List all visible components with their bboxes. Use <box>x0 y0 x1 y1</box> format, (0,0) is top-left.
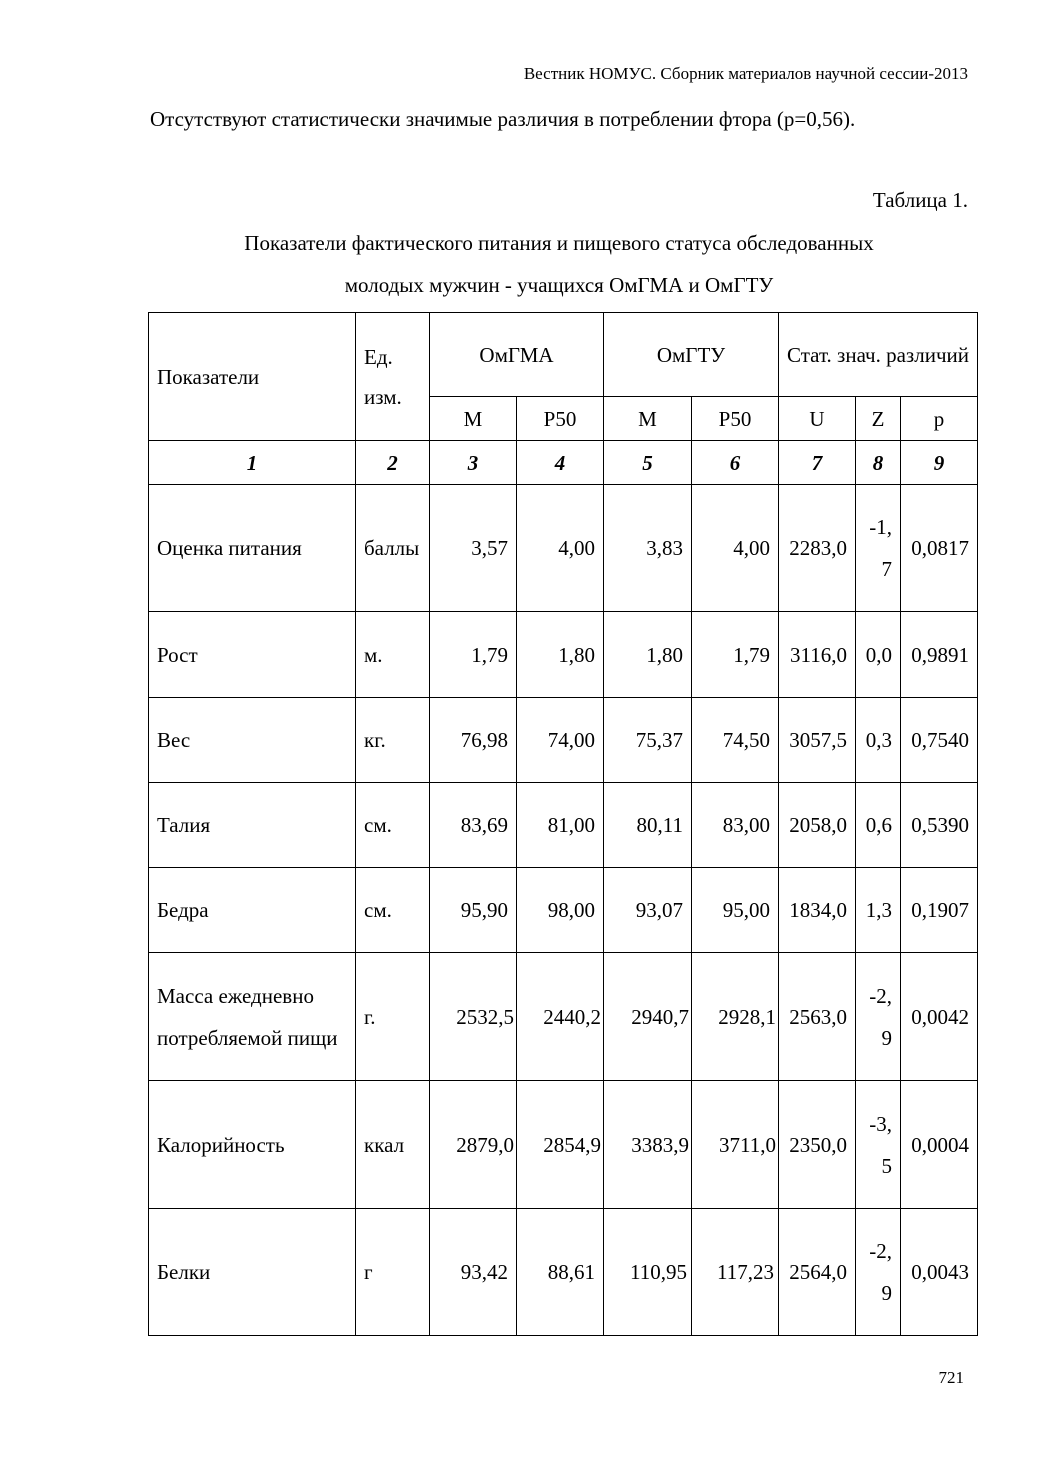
table-row <box>149 1209 978 1336</box>
row-u: 2563,0 <box>779 953 856 1081</box>
body-paragraph: Отсутствуют статистически значимые различия в потреблении фтора (р=0,56). <box>150 107 856 131</box>
row-p: 0,0043 <box>901 1209 978 1336</box>
subheader-cell: M <box>604 397 692 441</box>
row-unit: м. <box>356 612 430 698</box>
table-row <box>149 698 978 783</box>
row-p50-omgtu: 2928,1 <box>692 953 779 1081</box>
row-m-omgtu: 93,07 <box>604 868 692 953</box>
row-z: 0,0 <box>856 612 901 698</box>
header-stat: Стат. знач. различий <box>779 313 978 397</box>
row-unit: г <box>356 1209 430 1336</box>
table-row <box>149 485 978 612</box>
column-number: 5 <box>604 441 692 485</box>
row-indicator: Вес <box>149 698 356 783</box>
row-m-omgtu: 80,11 <box>604 783 692 868</box>
row-unit: ккал <box>356 1081 430 1209</box>
caption-line-2: молодых мужчин - учащихся ОмГМА и ОмГТУ <box>344 273 774 297</box>
header-unit: Ед. изм. <box>356 313 430 441</box>
row-u: 3057,5 <box>779 698 856 783</box>
row-indicator: Калорийность <box>149 1081 356 1209</box>
column-number: 7 <box>779 441 856 485</box>
row-p50-omgtu: 117,23 <box>692 1209 779 1336</box>
column-number: 2 <box>356 441 430 485</box>
header-indicator: Показатели <box>149 313 356 441</box>
row-indicator: Рост <box>149 612 356 698</box>
row-p50-omgtu: 4,00 <box>692 485 779 612</box>
row-z: -2,9 <box>856 953 901 1081</box>
row-p50-omgma: 1,80 <box>517 612 604 698</box>
table-row <box>149 868 978 953</box>
row-z: 0,3 <box>856 698 901 783</box>
row-p50-omgma: 81,00 <box>517 783 604 868</box>
row-p50-omgma: 74,00 <box>517 698 604 783</box>
column-number: 9 <box>901 441 978 485</box>
row-p50-omgma: 4,00 <box>517 485 604 612</box>
subheader-cell: P50 <box>517 397 604 441</box>
row-m-omgma: 95,90 <box>430 868 517 953</box>
row-indicator: Бедра <box>149 868 356 953</box>
row-m-omgtu: 110,95 <box>604 1209 692 1336</box>
column-number: 3 <box>430 441 517 485</box>
table-row <box>149 1081 978 1209</box>
row-indicator: Оценка питания <box>149 485 356 612</box>
row-p50-omgtu: 74,50 <box>692 698 779 783</box>
row-p: 0,0004 <box>901 1081 978 1209</box>
column-number: 1 <box>149 441 356 485</box>
page-number: 721 <box>938 1368 964 1387</box>
table-row <box>149 783 978 868</box>
row-m-omgma: 83,69 <box>430 783 517 868</box>
row-u: 2058,0 <box>779 783 856 868</box>
table-label: Таблица 1. <box>872 188 968 212</box>
row-z: 1,3 <box>856 868 901 953</box>
row-u: 2350,0 <box>779 1081 856 1209</box>
table-row <box>149 953 978 1081</box>
row-m-omgtu: 2940,7 <box>604 953 692 1081</box>
row-p50-omgma: 98,00 <box>517 868 604 953</box>
row-unit: см. <box>356 783 430 868</box>
row-indicator: Белки <box>149 1209 356 1336</box>
column-number: 6 <box>692 441 779 485</box>
column-number-row <box>149 441 978 485</box>
row-m-omgma: 76,98 <box>430 698 517 783</box>
row-p: 0,0042 <box>901 953 978 1081</box>
nutrition-table <box>148 312 978 1336</box>
table-caption <box>150 222 968 306</box>
subheader-cell: p <box>901 397 978 441</box>
row-p50-omgtu: 95,00 <box>692 868 779 953</box>
row-p50-omgma: 88,61 <box>517 1209 604 1336</box>
row-unit: см. <box>356 868 430 953</box>
subheader-cell: P50 <box>692 397 779 441</box>
row-indicator: Талия <box>149 783 356 868</box>
running-header: Вестник НОМУС. Сборник материалов научной сессии-2013 <box>523 64 968 83</box>
row-m-omgtu: 3,83 <box>604 485 692 612</box>
row-unit: баллы <box>356 485 430 612</box>
header-group-omgma: ОмГМА <box>430 313 604 397</box>
row-m-omgtu: 3383,9 <box>604 1081 692 1209</box>
column-number: 4 <box>517 441 604 485</box>
row-m-omgtu: 1,80 <box>604 612 692 698</box>
row-p: 0,0817 <box>901 485 978 612</box>
row-unit: кг. <box>356 698 430 783</box>
row-p50-omgtu: 83,00 <box>692 783 779 868</box>
row-m-omgma: 3,57 <box>430 485 517 612</box>
row-unit: г. <box>356 953 430 1081</box>
row-z: 0,6 <box>856 783 901 868</box>
caption-line-1: Показатели фактического питания и пищевого статуса обследованных <box>244 231 874 255</box>
row-p50-omgtu: 1,79 <box>692 612 779 698</box>
row-u: 3116,0 <box>779 612 856 698</box>
row-p50-omgma: 2854,9 <box>517 1081 604 1209</box>
row-m-omgma: 93,42 <box>430 1209 517 1336</box>
row-z: -2,9 <box>856 1209 901 1336</box>
row-m-omgtu: 75,37 <box>604 698 692 783</box>
subheader-cell: M <box>430 397 517 441</box>
row-z: -1,7 <box>856 485 901 612</box>
row-p50-omgma: 2440,2 <box>517 953 604 1081</box>
row-p: 0,5390 <box>901 783 978 868</box>
table-row <box>149 612 978 698</box>
subheader-cell: Z <box>856 397 901 441</box>
row-m-omgma: 2879,0 <box>430 1081 517 1209</box>
row-m-omgma: 2532,5 <box>430 953 517 1081</box>
row-p: 0,9891 <box>901 612 978 698</box>
row-indicator: Масса ежедневно потребляемой пищи <box>149 953 356 1081</box>
row-m-omgma: 1,79 <box>430 612 517 698</box>
header-group-omgtu: ОмГТУ <box>604 313 779 397</box>
row-u: 1834,0 <box>779 868 856 953</box>
row-p50-omgtu: 3711,0 <box>692 1081 779 1209</box>
row-p: 0,1907 <box>901 868 978 953</box>
subheader-cell: U <box>779 397 856 441</box>
row-u: 2564,0 <box>779 1209 856 1336</box>
row-p: 0,7540 <box>901 698 978 783</box>
row-u: 2283,0 <box>779 485 856 612</box>
row-z: -3,5 <box>856 1081 901 1209</box>
column-number: 8 <box>856 441 901 485</box>
